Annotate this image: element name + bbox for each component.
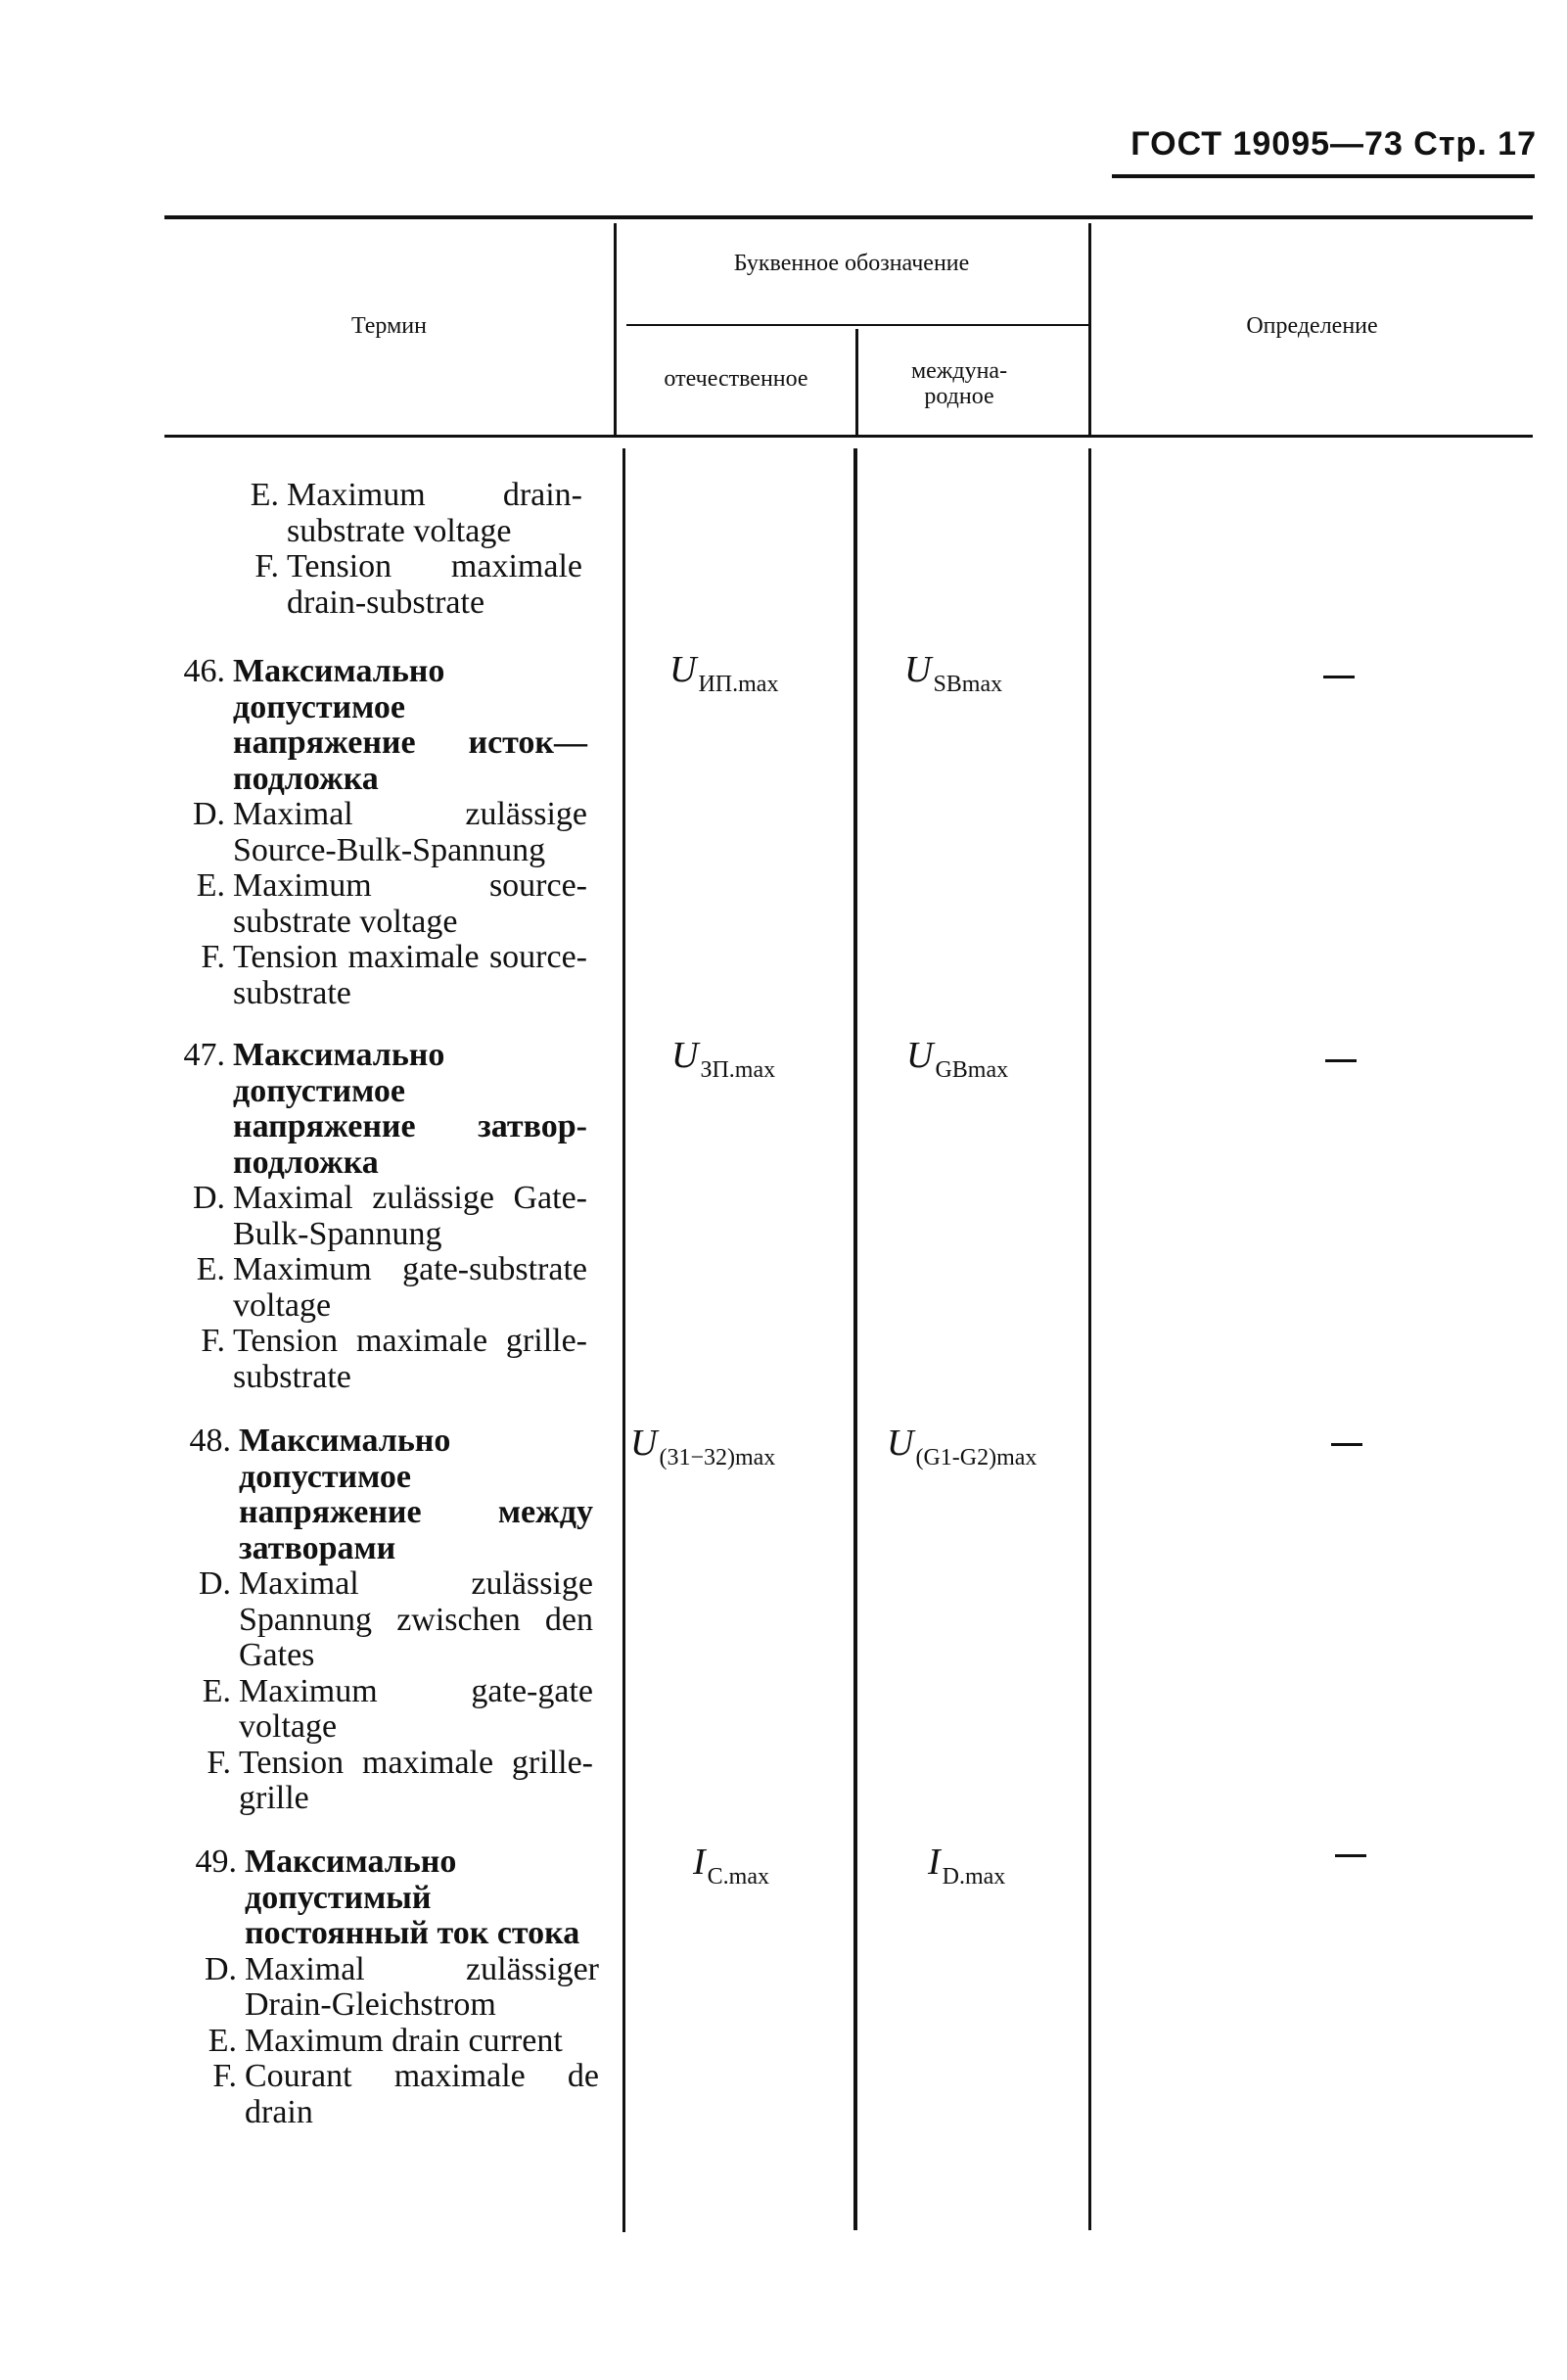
term-en: Maximum drain current bbox=[245, 2022, 563, 2059]
term-ru: Максимально допустимое напряжение исток—подложка bbox=[233, 653, 587, 797]
symbol-national: $U_{ЗП.max}$ bbox=[671, 1035, 776, 1083]
term-ru: Максимально допустимый постоянный ток стока bbox=[245, 1843, 580, 1951]
body-divider-national bbox=[853, 448, 857, 2230]
definition-dash bbox=[1331, 1443, 1362, 1446]
page-header: ГОСТ 19095—73 Стр. 17 bbox=[1130, 125, 1537, 163]
term-fr: Tension maximale grille-grille bbox=[239, 1744, 593, 1816]
term-de: Maximal zulässige Spannung zwischen den Gates bbox=[239, 1565, 593, 1673]
term-number: 46. bbox=[183, 653, 225, 689]
table-top-rule bbox=[164, 215, 1533, 219]
body-divider-definition bbox=[1088, 448, 1091, 2230]
column-letter-designation: Буквенное обозначение bbox=[733, 251, 970, 276]
term-de: Maximal zulässige Gate-Bulk-Spannung bbox=[233, 1180, 587, 1252]
symbol-national: $U_{(31-32)max}$ bbox=[630, 1423, 776, 1470]
term-entry: 47. Максимально допустимое напряжение затвор-подложка D. Maximal zulässige Gate-Bulk-Spannung E. Maximum gate-substrate voltage F. Tension maximale grille-substrate bbox=[157, 1038, 587, 1395]
symbol-international: $U_{SBmax}$ bbox=[904, 649, 1003, 697]
body-divider-term bbox=[622, 448, 625, 2232]
term-ru: Максимально допустимое напряжение между затворами bbox=[239, 1423, 593, 1566]
header-underline bbox=[1112, 174, 1535, 178]
symbol-international: $U_{GBmax}$ bbox=[906, 1035, 1009, 1083]
symbol-national: $U_{ИП.max}$ bbox=[669, 649, 779, 697]
term-number: 49. bbox=[195, 1843, 237, 1880]
definition-dash bbox=[1325, 1059, 1357, 1062]
term-ru: Максимально допустимое напряжение затвор-подложка bbox=[233, 1037, 587, 1181]
term-de: Maximal zulässige Source-Bulk-Spannung bbox=[233, 796, 587, 868]
term-en: Maximum gate-gate voltage bbox=[239, 1672, 593, 1745]
term-fr: Courant maximale de drain bbox=[245, 2058, 599, 2130]
symbol-international: $U_{(G1-G2)max}$ bbox=[887, 1423, 1037, 1470]
column-international: междуна- родное bbox=[910, 358, 1008, 409]
term-number: 47. bbox=[183, 1037, 225, 1073]
term-entry: 46. Максимально допустимое напряжение исток—подложка D. Maximal zulässige Source-Bulk-Spannung E. Maximum source-substrate voltage F. Tension maximale source-substrate bbox=[157, 654, 587, 1011]
header-divider-national bbox=[855, 329, 858, 435]
definition-dash bbox=[1323, 676, 1355, 678]
column-national: отечественное bbox=[664, 366, 808, 392]
table-header-bottom-rule bbox=[164, 435, 1533, 438]
letter-subheader-rule bbox=[626, 324, 1088, 326]
term-en: Maximum gate-substrate voltage bbox=[233, 1251, 587, 1324]
column-definition: Определение bbox=[1246, 313, 1378, 339]
term-number: 48. bbox=[189, 1423, 231, 1459]
header-divider-term bbox=[614, 223, 617, 435]
term-continuation: E. Maximum drain-substrate voltage F. Tension maximale drain-substrate bbox=[250, 477, 582, 621]
term-fr: Tension maximale grille-substrate bbox=[233, 1323, 587, 1395]
symbol-international: $I_{D.max}$ bbox=[928, 1842, 1006, 1890]
term-fr: Tension maximale source-substrate bbox=[233, 939, 587, 1011]
definition-dash bbox=[1335, 1854, 1366, 1857]
term-entry: 48. Максимально допустимое напряжение между затворами D. Maximal zulässige Spannung zwischen den Gates E. Maximum gate-gate voltage F. Tension maximale grille-grille bbox=[162, 1423, 593, 1817]
column-term: Термин bbox=[351, 313, 427, 339]
term-en: Maximum drain-substrate voltage bbox=[287, 477, 582, 549]
term-entry: 49. Максимально допустимый постоянный ток стока D. Maximal zulässiger Drain-Gleichstrom E. Maximum drain current F. Courant maximale de drain bbox=[168, 1844, 599, 2130]
term-en: Maximum source-substrate voltage bbox=[233, 867, 587, 940]
symbol-national: $I_{C.max}$ bbox=[693, 1842, 769, 1890]
term-de: Maximal zulässiger Drain-Gleichstrom bbox=[245, 1950, 599, 2023]
term-fr: Tension maximale drain-substrate bbox=[287, 548, 582, 621]
